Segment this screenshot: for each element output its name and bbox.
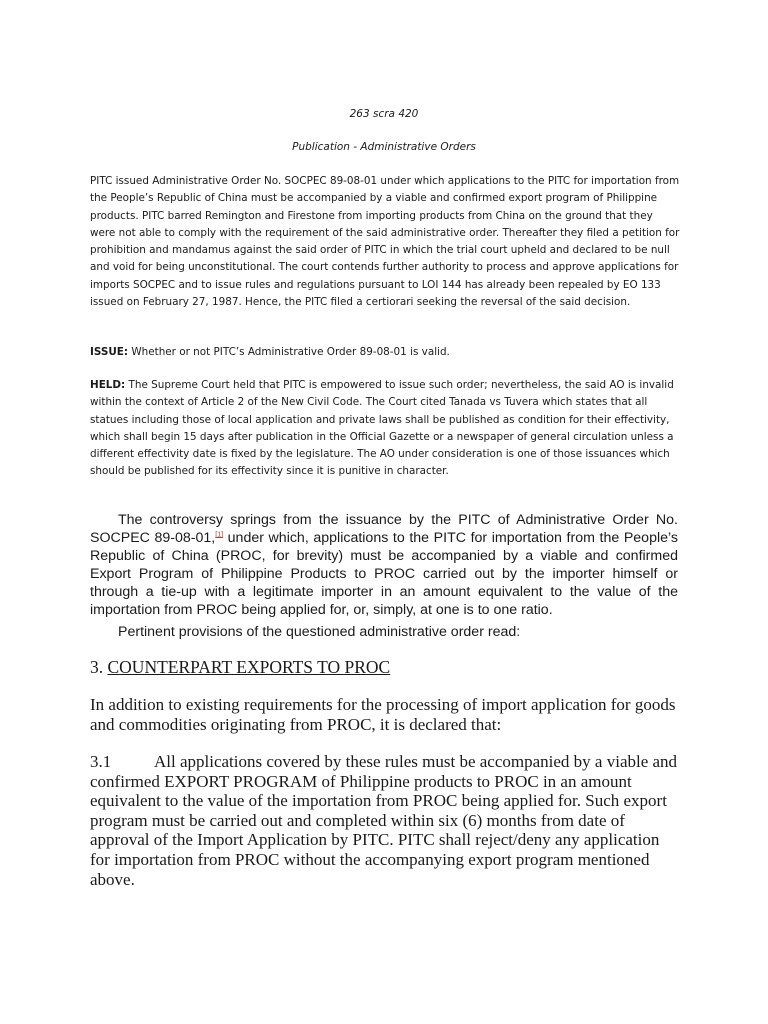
provision-number: 3.1 [90,752,112,771]
intro-paragraph: In addition to existing requirements for the processing of import application for goods and commodities originating from PROC, it is declared that: [90,695,676,734]
section-title: COUNTERPART EXPORTS TO PROC [107,657,391,677]
issue-paragraph [90,344,680,361]
held-paragraph [90,377,680,481]
issue-label: ISSUE: [90,346,129,358]
facts-paragraph: PITC issued Administrative Order No. SOCPEC 89-08-01 under which applications to the PITC for importation from the People’s Republic of China must be accompanied by a viable and confirmed export program of Philippine products. PITC barred Remington and Firestone from importing products from China on the ground that they were not able to comply with the requirement of the said administrative order. Thereafter they filed a petition for prohibition and mandamus against the said order of PITC in which the trial court upheld and declared to be null and void for being unconstitutional. The court contends further authority to process and approve applications for imports SOCPEC and to issue rules and regulations pursuant to LOI 144 has already been repealed by EO 133 issued on February 27, 1987. Hence, the PITC filed a certiorari seeking the reversal of the said decision. [90,175,680,309]
controversy-paragraph [90,511,678,619]
section-heading [90,656,390,678]
issue-text: Whether or not PITC’s Administrative Order 89-08-01 is valid. [128,346,450,358]
held-text: The Supreme Court held that PITC is empowered to issue such order; nevertheless, the said AO is invalid within the context of Article 2 of the New Civil Code. The Court cited Tanada vs Tuvera which states that all statues including those of local application and private laws shall be published as condition for their effectivity, which shall begin 15 days after publication in the Official Gazette or a newspaper of general circulation unless a different effectivity date is fixed by the legislature. The AO under consideration is one of those issuances which should be published for its effectivity since it is punitive in character. [90,379,674,478]
controversy-text-end: under which, applications to the PITC for importation from the People’s Republic of China (PROC, for brevity) must be accompanied by a viable and confirmed Export Program of Philippine Products to PROC carried out by the importer himself or through a tie-up with a legitimate importer in an amount equivalent to the value of the importation from PROC being applied for, or, simply, at one is to one ratio. [90,530,678,618]
controversy-text-start: The controversy springs from the issuance by the PITC of Administrative Order No. SOCPEC 89-08-01, [90,512,678,546]
provision-text: All applications covered by these rules must be accompanied by a viable and confirmed EXPORT PROGRAM of Philippine products to PROC in an amount equivalent to the value of the importation from PROC being applied for. Such export program must be carried out and completed within six (6) months from date of approval of the Import Application by PITC. PITC shall reject/deny any application for importation from PROC without the accompanying export program mentioned above. [90,752,678,889]
held-label: HELD: [90,379,126,391]
provision-paragraph [90,752,680,889]
case-citation: 263 scra 420 [349,108,419,120]
pertinent-paragraph: Pertinent provisions of the questioned administrative order read: [118,624,521,640]
section-number: 3. [90,657,108,677]
footnote-link[interactable]: [1] [215,531,224,539]
case-topic: Publication - Administrative Orders [292,141,476,153]
